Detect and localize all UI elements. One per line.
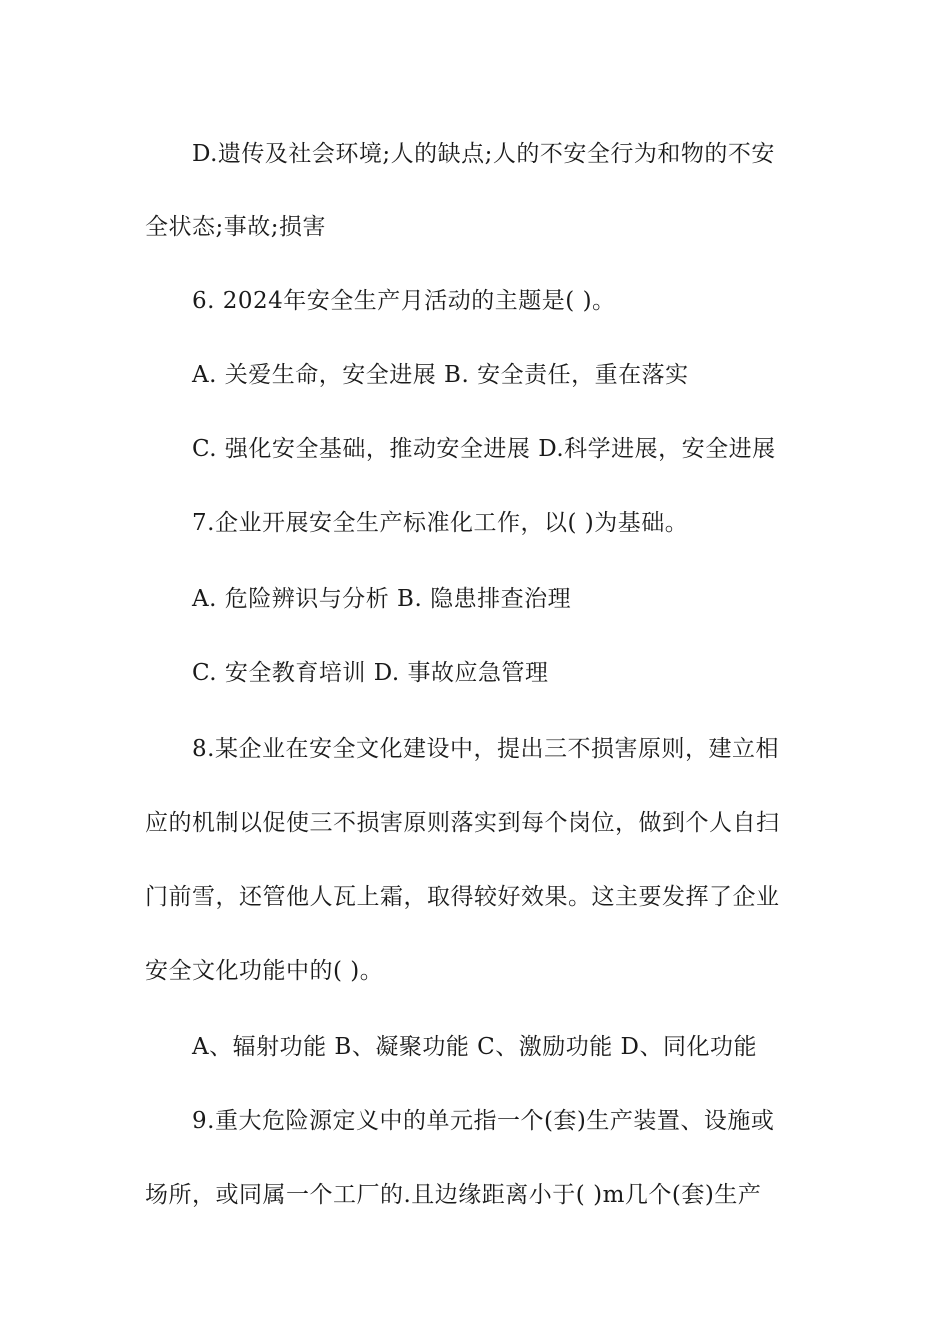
question-8-options: A、辐射功能 B、凝聚功能 C、激励功能 D、同化功能 [192, 1034, 757, 1060]
option-line-5d: D.遗传及社会环境;人的缺点;人的不安全行为和物的不安 [192, 141, 775, 167]
question-8-continued-3: 安全文化功能中的( )。 [145, 958, 384, 984]
question-7-options-ab: A. 危险辨识与分析 B. 隐患排查治理 [192, 586, 572, 612]
question-8: 8.某企业在安全文化建设中，提出三不损害原则，建立相 [192, 736, 779, 762]
question-9-continued: 场所，或同属一个工厂的.且边缘距离小于( )m几个(套)生产 [145, 1182, 762, 1208]
question-8-continued-1: 应的机制以促使三不损害原则落实到每个岗位，做到个人自扫 [145, 810, 780, 836]
question-9: 9.重大危险源定义中的单元指一个(套)生产装置、设施或 [192, 1108, 775, 1134]
question-7-options-cd: C. 安全教育培训 D. 事故应急管理 [192, 660, 549, 686]
question-8-continued-2: 门前雪，还管他人瓦上霜，取得较好效果。这主要发挥了企业 [145, 884, 780, 910]
question-6-options-ab: A. 关爱生命，安全进展 B. 安全责任，重在落实 [192, 362, 689, 388]
question-6-options-cd: C. 强化安全基础，推动安全进展 D.科学进展，安全进展 [192, 436, 776, 462]
option-line-5d-continued: 全状态;事故;损害 [145, 214, 326, 240]
question-6: 6. 2024年安全生产月活动的主题是( )。 [192, 288, 616, 314]
question-7: 7.企业开展安全生产标准化工作，以( )为基础。 [192, 510, 689, 536]
